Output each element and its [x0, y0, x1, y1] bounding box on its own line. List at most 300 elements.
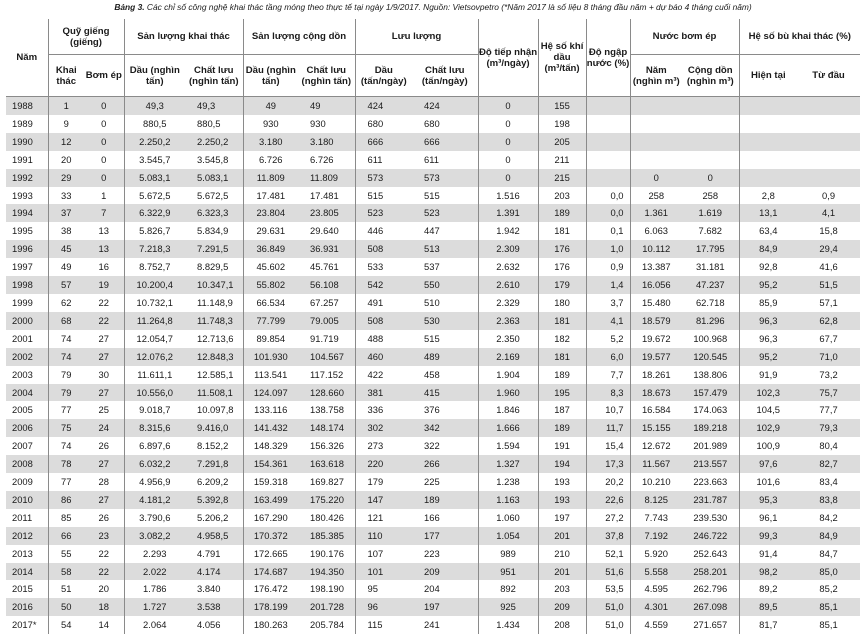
cell-nuoc-bom-ep-nam: 7.743 — [630, 509, 682, 527]
cell-do-tiep-nhan: 1.434 — [478, 616, 538, 634]
cell-khai-thac: 37 — [48, 204, 84, 222]
cell-dau-luu-luong: 488 — [355, 330, 412, 348]
cell-khai-thac: 74 — [48, 437, 84, 455]
header-luu-luong: Lưu lượng — [355, 19, 478, 55]
table-row — [6, 115, 860, 133]
cell-he-so-bu-tu-dau: 15,8 — [797, 222, 860, 240]
cell-nuoc-bom-ep-cong-don: 62.718 — [682, 294, 739, 312]
cell-he-so-khi-dau: 189 — [538, 204, 586, 222]
cell-chat-luu-luu-luong: 166 — [412, 509, 478, 527]
cell-khai-thac: 79 — [48, 384, 84, 402]
cell-bom-ep: 27 — [84, 455, 124, 473]
cell-chat-luu-luu-luong: 415 — [412, 384, 478, 402]
cell-he-so-bu-hien-tai — [739, 151, 797, 169]
cell-he-so-bu-hien-tai: 85,9 — [739, 294, 797, 312]
cell-do-tiep-nhan: 0 — [478, 97, 538, 115]
cell-he-so-bu-tu-dau: 84,2 — [797, 509, 860, 527]
cell-do-ngap-nuoc: 0,0 — [586, 204, 630, 222]
cell-khai-thac: 20 — [48, 151, 84, 169]
cell-do-tiep-nhan: 1.942 — [478, 222, 538, 240]
table-row — [6, 527, 860, 545]
cell-bom-ep: 28 — [84, 473, 124, 491]
table-caption — [0, 2, 866, 15]
cell-he-so-bu-hien-tai — [739, 97, 797, 115]
cell-khai-thac: 77 — [48, 401, 84, 419]
cell-nuoc-bom-ep-cong-don: 213.557 — [682, 455, 739, 473]
cell-he-so-khi-dau: 193 — [538, 491, 586, 509]
cell-bom-ep: 25 — [84, 401, 124, 419]
cell-chat-luu-cong-don: 23.805 — [298, 204, 355, 222]
cell-he-so-bu-tu-dau: 79,3 — [797, 419, 860, 437]
cell-nuoc-bom-ep-nam: 15.480 — [630, 294, 682, 312]
cell-khai-thac: 66 — [48, 527, 84, 545]
cell-he-so-bu-tu-dau: 85,0 — [797, 563, 860, 581]
cell-nam: 1991 — [6, 151, 48, 169]
cell-chat-luu-cong-don: 175.220 — [298, 491, 355, 509]
cell-he-so-khi-dau: 211 — [538, 151, 586, 169]
cell-dau-cong-don: 178.199 — [243, 598, 298, 616]
cell-nuoc-bom-ep-cong-don: 174.063 — [682, 401, 739, 419]
cell-chat-luu-cong-don: 11.809 — [298, 169, 355, 187]
cell-do-ngap-nuoc — [586, 151, 630, 169]
cell-bom-ep: 27 — [84, 330, 124, 348]
cell-khai-thac: 12 — [48, 133, 84, 151]
cell-nuoc-bom-ep-cong-don: 201.989 — [682, 437, 739, 455]
table-row — [6, 330, 860, 348]
cell-nuoc-bom-ep-cong-don: 231.787 — [682, 491, 739, 509]
cell-he-so-khi-dau: 197 — [538, 509, 586, 527]
cell-dau-khai-thac: 12.076,2 — [124, 348, 185, 366]
cell-khai-thac: 51 — [48, 580, 84, 598]
cell-bom-ep: 22 — [84, 312, 124, 330]
cell-chat-luu-luu-luong: 458 — [412, 366, 478, 384]
header-khai-thac: Khai thác — [48, 55, 84, 97]
cell-dau-cong-don: 172.665 — [243, 545, 298, 563]
header-san-luong-cong-don: Sản lượng cộng dồn — [243, 19, 355, 55]
cell-do-ngap-nuoc: 52,1 — [586, 545, 630, 563]
cell-he-so-khi-dau: 210 — [538, 545, 586, 563]
cell-dau-khai-thac: 2.250,2 — [124, 133, 185, 151]
cell-do-ngap-nuoc: 51,0 — [586, 598, 630, 616]
cell-dau-luu-luong: 101 — [355, 563, 412, 581]
cell-do-tiep-nhan: 1.904 — [478, 366, 538, 384]
cell-nuoc-bom-ep-nam: 258 — [630, 187, 682, 205]
cell-dau-khai-thac: 8.752,7 — [124, 258, 185, 276]
cell-chat-luu-khai-thac: 4.174 — [185, 563, 243, 581]
cell-chat-luu-khai-thac: 8.829,5 — [185, 258, 243, 276]
cell-dau-khai-thac: 11.611,1 — [124, 366, 185, 384]
cell-dau-luu-luong: 95 — [355, 580, 412, 598]
cell-do-tiep-nhan: 1.238 — [478, 473, 538, 491]
cell-do-tiep-nhan: 2.363 — [478, 312, 538, 330]
cell-chat-luu-cong-don: 79.005 — [298, 312, 355, 330]
cell-khai-thac: 54 — [48, 616, 84, 634]
cell-he-so-khi-dau: 209 — [538, 598, 586, 616]
cell-dau-luu-luong: 273 — [355, 437, 412, 455]
cell-nam: 2013 — [6, 545, 48, 563]
table-body — [6, 97, 860, 634]
cell-nam: 2004 — [6, 384, 48, 402]
cell-he-so-bu-tu-dau — [797, 115, 860, 133]
cell-chat-luu-luu-luong: 515 — [412, 187, 478, 205]
cell-nuoc-bom-ep-cong-don: 271.657 — [682, 616, 739, 634]
table-row — [6, 563, 860, 581]
cell-chat-luu-cong-don: 198.190 — [298, 580, 355, 598]
cell-nuoc-bom-ep-nam — [630, 133, 682, 151]
cell-dau-khai-thac: 12.054,7 — [124, 330, 185, 348]
cell-chat-luu-cong-don: 91.719 — [298, 330, 355, 348]
cell-nam: 1993 — [6, 187, 48, 205]
table-row — [6, 204, 860, 222]
cell-nam: 1988 — [6, 97, 48, 115]
cell-dau-cong-don: 6.726 — [243, 151, 298, 169]
cell-khai-thac: 78 — [48, 455, 84, 473]
cell-nam: 2014 — [6, 563, 48, 581]
cell-bom-ep: 23 — [84, 527, 124, 545]
cell-dau-luu-luong: 336 — [355, 401, 412, 419]
cell-do-tiep-nhan: 1.846 — [478, 401, 538, 419]
table-row — [6, 598, 860, 616]
cell-do-ngap-nuoc: 51,6 — [586, 563, 630, 581]
cell-chat-luu-khai-thac: 880,5 — [185, 115, 243, 133]
cell-he-so-bu-tu-dau: 85,1 — [797, 598, 860, 616]
cell-dau-khai-thac: 5.672,5 — [124, 187, 185, 205]
cell-chat-luu-luu-luong: 322 — [412, 437, 478, 455]
cell-he-so-bu-hien-tai: 91,4 — [739, 545, 797, 563]
table-row — [6, 151, 860, 169]
cell-nam: 1994 — [6, 204, 48, 222]
cell-nam: 2012 — [6, 527, 48, 545]
cell-dau-khai-thac: 2.022 — [124, 563, 185, 581]
cell-he-so-khi-dau: 194 — [538, 455, 586, 473]
table-row — [6, 187, 860, 205]
cell-do-tiep-nhan: 1.516 — [478, 187, 538, 205]
cell-nuoc-bom-ep-cong-don — [682, 115, 739, 133]
cell-he-so-bu-hien-tai: 89,2 — [739, 580, 797, 598]
cell-do-ngap-nuoc — [586, 133, 630, 151]
cell-bom-ep: 27 — [84, 348, 124, 366]
cell-he-so-khi-dau: 189 — [538, 366, 586, 384]
cell-he-so-bu-hien-tai: 89,5 — [739, 598, 797, 616]
cell-nuoc-bom-ep-cong-don: 258 — [682, 187, 739, 205]
cell-he-so-khi-dau: 182 — [538, 330, 586, 348]
cell-dau-khai-thac: 3.790,6 — [124, 509, 185, 527]
cell-bom-ep: 0 — [84, 151, 124, 169]
cell-nuoc-bom-ep-cong-don: 31.181 — [682, 258, 739, 276]
cell-nuoc-bom-ep-nam: 5.558 — [630, 563, 682, 581]
cell-nuoc-bom-ep-cong-don: 47.237 — [682, 276, 739, 294]
cell-nuoc-bom-ep-nam: 19.672 — [630, 330, 682, 348]
header-bom-ep: Bơm ép — [84, 55, 124, 97]
cell-dau-khai-thac: 11.264,8 — [124, 312, 185, 330]
cell-chat-luu-khai-thac: 12.713,6 — [185, 330, 243, 348]
cell-bom-ep: 22 — [84, 545, 124, 563]
cell-nam: 2002 — [6, 348, 48, 366]
cell-do-tiep-nhan: 1.054 — [478, 527, 538, 545]
table-row — [6, 169, 860, 187]
cell-chat-luu-cong-don: 128.660 — [298, 384, 355, 402]
cell-he-so-bu-tu-dau: 67,7 — [797, 330, 860, 348]
cell-dau-luu-luong: 179 — [355, 473, 412, 491]
cell-chat-luu-luu-luong: 513 — [412, 240, 478, 258]
cell-nam: 1990 — [6, 133, 48, 151]
cell-he-so-khi-dau: 193 — [538, 473, 586, 491]
table-row — [6, 401, 860, 419]
cell-he-so-bu-hien-tai: 102,3 — [739, 384, 797, 402]
cell-nam: 2000 — [6, 312, 48, 330]
cell-do-tiep-nhan: 2.169 — [478, 348, 538, 366]
cell-do-ngap-nuoc: 1,4 — [586, 276, 630, 294]
cell-do-ngap-nuoc: 0,9 — [586, 258, 630, 276]
cell-do-ngap-nuoc: 51,0 — [586, 616, 630, 634]
cell-do-tiep-nhan: 1.666 — [478, 419, 538, 437]
cell-dau-luu-luong: 460 — [355, 348, 412, 366]
cell-chat-luu-luu-luong: 447 — [412, 222, 478, 240]
cell-he-so-khi-dau: 155 — [538, 97, 586, 115]
cell-khai-thac: 77 — [48, 473, 84, 491]
cell-dau-cong-don: 113.541 — [243, 366, 298, 384]
cell-do-ngap-nuoc: 10,7 — [586, 401, 630, 419]
cell-do-tiep-nhan: 925 — [478, 598, 538, 616]
cell-chat-luu-luu-luong: 666 — [412, 133, 478, 151]
caption-text: Các chỉ số công nghệ khai thác tầng móng theo thực tế tại ngày 1/9/2017. Nguồn: Vietsovpetro (*Năm 2017 là số liệu 8 tháng đầu năm + dự báo 4 tháng cuối năm) — [147, 2, 752, 12]
cell-do-ngap-nuoc — [586, 115, 630, 133]
header-dau-nghin-tan-cong-don: Dầu (nghìn tấn) — [243, 55, 298, 97]
cell-he-so-bu-hien-tai: 84,9 — [739, 240, 797, 258]
cell-dau-cong-don: 77.799 — [243, 312, 298, 330]
table-row — [6, 222, 860, 240]
cell-nam: 2016 — [6, 598, 48, 616]
cell-he-so-khi-dau: 201 — [538, 527, 586, 545]
cell-dau-cong-don: 3.180 — [243, 133, 298, 151]
cell-nam: 2001 — [6, 330, 48, 348]
cell-he-so-bu-tu-dau: 0,9 — [797, 187, 860, 205]
cell-dau-luu-luong: 508 — [355, 240, 412, 258]
cell-chat-luu-cong-don: 169.827 — [298, 473, 355, 491]
cell-do-ngap-nuoc: 15,4 — [586, 437, 630, 455]
cell-chat-luu-khai-thac: 5.392,8 — [185, 491, 243, 509]
cell-do-tiep-nhan: 2.350 — [478, 330, 538, 348]
header-nam-nghin-m3: Năm (nghìn m³) — [630, 55, 682, 97]
cell-chat-luu-luu-luong: 266 — [412, 455, 478, 473]
cell-dau-luu-luong: 147 — [355, 491, 412, 509]
cell-do-ngap-nuoc: 11,7 — [586, 419, 630, 437]
cell-chat-luu-khai-thac: 7.291,5 — [185, 240, 243, 258]
cell-bom-ep: 0 — [84, 115, 124, 133]
cell-he-so-bu-tu-dau — [797, 151, 860, 169]
cell-he-so-bu-hien-tai: 2,8 — [739, 187, 797, 205]
cell-he-so-khi-dau: 189 — [538, 419, 586, 437]
cell-dau-khai-thac: 1.727 — [124, 598, 185, 616]
cell-chat-luu-luu-luong: 177 — [412, 527, 478, 545]
cell-chat-luu-luu-luong: 680 — [412, 115, 478, 133]
cell-he-so-bu-tu-dau: 80,4 — [797, 437, 860, 455]
cell-chat-luu-luu-luong: 530 — [412, 312, 478, 330]
cell-chat-luu-luu-luong: 424 — [412, 97, 478, 115]
cell-nuoc-bom-ep-nam: 16.584 — [630, 401, 682, 419]
cell-nam: 2003 — [6, 366, 48, 384]
cell-dau-khai-thac: 49,3 — [124, 97, 185, 115]
cell-dau-luu-luong: 220 — [355, 455, 412, 473]
cell-he-so-bu-tu-dau: 84,7 — [797, 545, 860, 563]
cell-chat-luu-luu-luong: 611 — [412, 151, 478, 169]
table-row — [6, 509, 860, 527]
cell-nuoc-bom-ep-nam: 0 — [630, 169, 682, 187]
cell-do-ngap-nuoc — [586, 97, 630, 115]
cell-do-ngap-nuoc: 4,1 — [586, 312, 630, 330]
cell-nuoc-bom-ep-cong-don: 157.479 — [682, 384, 739, 402]
cell-dau-cong-don: 154.361 — [243, 455, 298, 473]
cell-he-so-bu-hien-tai: 95,2 — [739, 276, 797, 294]
cell-chat-luu-khai-thac: 12.585,1 — [185, 366, 243, 384]
cell-do-tiep-nhan: 1.960 — [478, 384, 538, 402]
cell-nuoc-bom-ep-cong-don: 7.682 — [682, 222, 739, 240]
cell-dau-khai-thac: 7.218,3 — [124, 240, 185, 258]
cell-nuoc-bom-ep-nam: 15.155 — [630, 419, 682, 437]
cell-he-so-khi-dau: 176 — [538, 258, 586, 276]
cell-he-so-bu-hien-tai: 13,1 — [739, 204, 797, 222]
cell-dau-cong-don: 159.318 — [243, 473, 298, 491]
cell-nuoc-bom-ep-nam — [630, 97, 682, 115]
cell-dau-luu-luong: 515 — [355, 187, 412, 205]
table-row — [6, 419, 860, 437]
cell-do-tiep-nhan: 951 — [478, 563, 538, 581]
cell-he-so-bu-hien-tai: 91,9 — [739, 366, 797, 384]
cell-dau-cong-don: 17.481 — [243, 187, 298, 205]
cell-khai-thac: 50 — [48, 598, 84, 616]
cell-chat-luu-khai-thac: 3.545,8 — [185, 151, 243, 169]
cell-chat-luu-luu-luong: 223 — [412, 545, 478, 563]
cell-he-so-khi-dau: 203 — [538, 187, 586, 205]
cell-chat-luu-cong-don: 104.567 — [298, 348, 355, 366]
cell-he-so-khi-dau: 201 — [538, 563, 586, 581]
cell-dau-cong-don: 89.854 — [243, 330, 298, 348]
cell-khai-thac: 33 — [48, 187, 84, 205]
cell-nuoc-bom-ep-nam: 1.361 — [630, 204, 682, 222]
cell-he-so-bu-tu-dau: 85,1 — [797, 616, 860, 634]
cell-nam: 2009 — [6, 473, 48, 491]
cell-bom-ep: 18 — [84, 598, 124, 616]
cell-he-so-bu-hien-tai: 102,9 — [739, 419, 797, 437]
cell-dau-luu-luong: 107 — [355, 545, 412, 563]
cell-chat-luu-cong-don: 163.618 — [298, 455, 355, 473]
cell-nam: 2007 — [6, 437, 48, 455]
header-quy-gieng: Quỹ giếng (giếng) — [48, 19, 124, 55]
cell-nuoc-bom-ep-nam: 11.567 — [630, 455, 682, 473]
cell-he-so-khi-dau: 176 — [538, 240, 586, 258]
cell-khai-thac: 49 — [48, 258, 84, 276]
cell-chat-luu-khai-thac: 49,3 — [185, 97, 243, 115]
header-he-so-bu: Hệ số bù khai thác (%) — [739, 19, 860, 55]
cell-dau-luu-luong: 508 — [355, 312, 412, 330]
cell-do-ngap-nuoc: 3,7 — [586, 294, 630, 312]
cell-chat-luu-cong-don: 185.385 — [298, 527, 355, 545]
cell-dau-luu-luong: 666 — [355, 133, 412, 151]
cell-he-so-bu-hien-tai: 81,7 — [739, 616, 797, 634]
cell-he-so-bu-tu-dau: 4,1 — [797, 204, 860, 222]
cell-bom-ep: 13 — [84, 240, 124, 258]
cell-he-so-khi-dau: 180 — [538, 294, 586, 312]
cell-nam: 1997 — [6, 258, 48, 276]
header-dau-nghin-tan: Dầu (nghìn tấn) — [124, 55, 185, 97]
cell-chat-luu-cong-don: 45.761 — [298, 258, 355, 276]
cell-chat-luu-luu-luong: 342 — [412, 419, 478, 437]
cell-nuoc-bom-ep-nam: 4.559 — [630, 616, 682, 634]
table-row — [6, 545, 860, 563]
cell-bom-ep: 27 — [84, 384, 124, 402]
header-tu-dau: Từ đầu — [797, 55, 860, 97]
cell-khai-thac: 79 — [48, 366, 84, 384]
cell-chat-luu-khai-thac: 5.672,5 — [185, 187, 243, 205]
cell-nuoc-bom-ep-cong-don: 81.296 — [682, 312, 739, 330]
cell-nam: 2011 — [6, 509, 48, 527]
cell-dau-luu-luong: 611 — [355, 151, 412, 169]
cell-nuoc-bom-ep-nam: 19.577 — [630, 348, 682, 366]
cell-chat-luu-cong-don: 3.180 — [298, 133, 355, 151]
cell-dau-khai-thac: 10.556,0 — [124, 384, 185, 402]
cell-he-so-bu-hien-tai: 63,4 — [739, 222, 797, 240]
table-row — [6, 437, 860, 455]
cell-dau-cong-don: 176.472 — [243, 580, 298, 598]
cell-dau-cong-don: 36.849 — [243, 240, 298, 258]
cell-he-so-bu-hien-tai: 97,6 — [739, 455, 797, 473]
cell-chat-luu-luu-luong: 489 — [412, 348, 478, 366]
cell-he-so-khi-dau: 215 — [538, 169, 586, 187]
cell-nuoc-bom-ep-nam: 6.063 — [630, 222, 682, 240]
cell-khai-thac: 1 — [48, 97, 84, 115]
cell-bom-ep: 0 — [84, 97, 124, 115]
header-nuoc-bom-ep: Nước bơm ép — [630, 19, 739, 55]
cell-dau-khai-thac: 9.018,7 — [124, 401, 185, 419]
cell-bom-ep: 19 — [84, 276, 124, 294]
header-chat-luu-nghin-tan: Chất lưu (nghìn tấn) — [185, 55, 243, 97]
header-he-so-khi-dau: Hệ số khí dầu (m³/tấn) — [538, 19, 586, 97]
cell-khai-thac: 29 — [48, 169, 84, 187]
cell-dau-khai-thac: 4.181,2 — [124, 491, 185, 509]
cell-he-so-bu-hien-tai: 104,5 — [739, 401, 797, 419]
cell-do-ngap-nuoc: 27,2 — [586, 509, 630, 527]
cell-chat-luu-cong-don: 930 — [298, 115, 355, 133]
cell-nuoc-bom-ep-cong-don: 1.619 — [682, 204, 739, 222]
cell-do-tiep-nhan: 1.327 — [478, 455, 538, 473]
cell-he-so-bu-hien-tai — [739, 169, 797, 187]
cell-he-so-bu-tu-dau: 62,8 — [797, 312, 860, 330]
cell-dau-luu-luong: 422 — [355, 366, 412, 384]
cell-dau-cong-don: 163.499 — [243, 491, 298, 509]
cell-nuoc-bom-ep-cong-don: 100.968 — [682, 330, 739, 348]
cell-nuoc-bom-ep-cong-don: 258.201 — [682, 563, 739, 581]
cell-bom-ep: 0 — [84, 133, 124, 151]
cell-chat-luu-khai-thac: 5.206,2 — [185, 509, 243, 527]
cell-chat-luu-luu-luong: 550 — [412, 276, 478, 294]
cell-nam: 2006 — [6, 419, 48, 437]
cell-do-ngap-nuoc: 37,8 — [586, 527, 630, 545]
cell-dau-cong-don: 45.602 — [243, 258, 298, 276]
cell-chat-luu-khai-thac: 9.416,0 — [185, 419, 243, 437]
cell-chat-luu-khai-thac: 3.840 — [185, 580, 243, 598]
table-row — [6, 258, 860, 276]
cell-do-tiep-nhan: 892 — [478, 580, 538, 598]
cell-bom-ep: 20 — [84, 580, 124, 598]
cell-he-so-bu-hien-tai — [739, 115, 797, 133]
cell-he-so-bu-tu-dau: 71,0 — [797, 348, 860, 366]
cell-chat-luu-luu-luong: 523 — [412, 204, 478, 222]
cell-khai-thac: 58 — [48, 563, 84, 581]
cell-he-so-bu-tu-dau: 73,2 — [797, 366, 860, 384]
cell-he-so-bu-hien-tai — [739, 133, 797, 151]
cell-dau-luu-luong: 533 — [355, 258, 412, 276]
cell-chat-luu-cong-don: 205.784 — [298, 616, 355, 634]
